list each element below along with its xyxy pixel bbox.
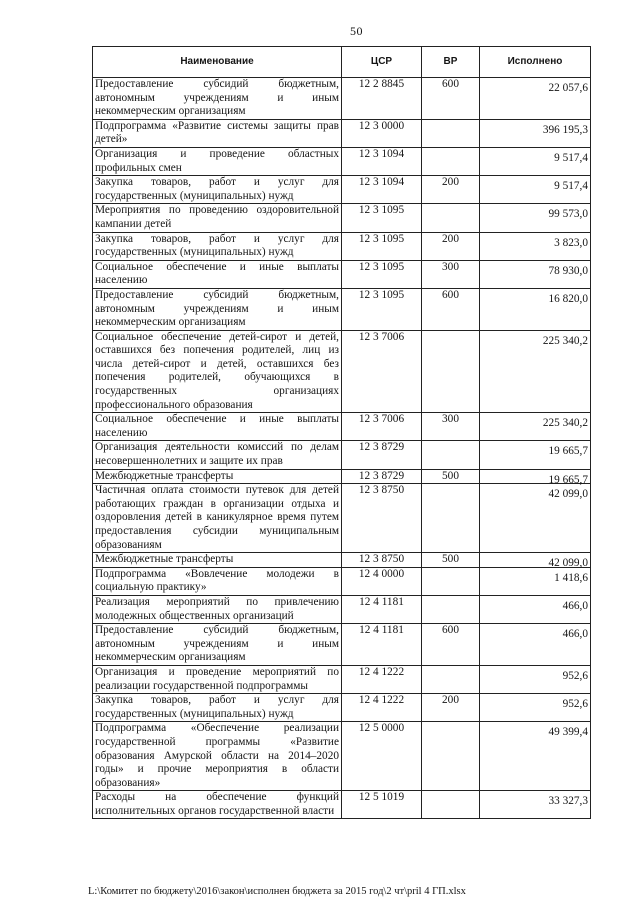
row-vr-cell [422, 204, 480, 232]
row-executed-cell [480, 694, 591, 722]
table-row [93, 553, 591, 568]
row-executed-cell [480, 553, 591, 568]
executed-value: 42 099,0 [548, 557, 588, 570]
row-vr-cell: 500 [422, 553, 480, 568]
executed-value: 33 327,3 [548, 795, 588, 808]
row-name-cell: Мероприятия по проведению оздоровительной кампании детей [93, 204, 342, 232]
row-csr-cell: 12 4 0000 [342, 567, 422, 595]
row-vr-cell: 500 [422, 469, 480, 484]
row-name-cell: Предоставление субсидий бюджетным, автономным учреждениям и иным некоммерческим организациям [93, 624, 342, 666]
row-vr-cell [422, 567, 480, 595]
row-name-cell: Социальное обеспечение детей-сирот и детей, оставшихся без попечения родителей, лиц из числа детей-сирот и детей, оставшихся без попечения родителей, обучающихся в государственных организациях профессионального образования [93, 330, 342, 413]
row-csr-cell: 12 3 1095 [342, 204, 422, 232]
table-row [93, 147, 591, 175]
row-vr-cell: 600 [422, 624, 480, 666]
row-vr-cell: 200 [422, 694, 480, 722]
row-executed-cell [480, 78, 591, 120]
row-executed-cell [480, 119, 591, 147]
executed-value: 99 573,0 [548, 208, 588, 221]
row-csr-cell: 12 3 1094 [342, 147, 422, 175]
executed-value: 225 340,2 [542, 334, 588, 347]
row-csr-cell: 12 3 8729 [342, 441, 422, 469]
row-csr-cell: 12 2 8845 [342, 78, 422, 120]
row-vr-cell: 600 [422, 288, 480, 330]
budget-execution-table [92, 46, 591, 819]
row-vr-cell: 300 [422, 260, 480, 288]
row-csr-cell: 12 3 7006 [342, 413, 422, 441]
table-row [93, 469, 591, 484]
header-csr: ЦСР [342, 47, 422, 78]
executed-value: 225 340,2 [542, 417, 588, 430]
file-path-footer: L:\Комитет по бюджету\2016\закон\исполнен бюджета за 2015 год\2 чт\pril 4 ГП.xlsx [88, 886, 466, 897]
row-name-cell: Организация и проведение мероприятий по реализации государственной подпрограммы [93, 665, 342, 693]
row-vr-cell: 200 [422, 232, 480, 260]
row-executed-cell [480, 441, 591, 469]
table-row [93, 78, 591, 120]
row-executed-cell [480, 176, 591, 204]
row-vr-cell: 600 [422, 78, 480, 120]
executed-value: 3 823,0 [554, 236, 588, 249]
row-name-cell: Межбюджетные трансферты [93, 553, 342, 568]
row-csr-cell: 12 3 1094 [342, 176, 422, 204]
table-row [93, 441, 591, 469]
row-csr-cell: 12 4 1181 [342, 595, 422, 623]
table-row [93, 567, 591, 595]
row-csr-cell: 12 3 8750 [342, 553, 422, 568]
executed-value: 396 195,3 [542, 123, 588, 136]
row-name-cell: Закупка товаров, работ и услуг для государственных (муниципальных) нужд [93, 232, 342, 260]
row-name-cell: Закупка товаров, работ и услуг для государственных (муниципальных) нужд [93, 176, 342, 204]
row-executed-cell [480, 595, 591, 623]
row-name-cell: Подпрограмма «Обеспечение реализации государственной программы «Развитие образования Амурской области на 2014–2020 годы» и прочие мероприятия в области образования» [93, 722, 342, 791]
row-csr-cell: 12 3 1095 [342, 260, 422, 288]
row-name-cell: Социальное обеспечение и иные выплаты населению [93, 260, 342, 288]
row-vr-cell [422, 147, 480, 175]
table-row [93, 413, 591, 441]
row-csr-cell: 12 4 1222 [342, 694, 422, 722]
row-csr-cell: 12 5 1019 [342, 791, 422, 819]
table-row [93, 694, 591, 722]
row-executed-cell [480, 624, 591, 666]
row-executed-cell [480, 469, 591, 484]
row-csr-cell: 12 3 1095 [342, 288, 422, 330]
row-csr-cell: 12 3 8729 [342, 469, 422, 484]
row-vr-cell [422, 595, 480, 623]
table-row [93, 624, 591, 666]
row-vr-cell [422, 791, 480, 819]
row-vr-cell: 300 [422, 413, 480, 441]
row-executed-cell [480, 260, 591, 288]
executed-value: 952,6 [562, 698, 588, 711]
row-csr-cell: 12 3 0000 [342, 119, 422, 147]
row-csr-cell: 12 3 8750 [342, 484, 422, 553]
executed-value: 1 418,6 [554, 571, 588, 584]
row-name-cell: Расходы на обеспечение функций исполнительных органов государственной власти [93, 791, 342, 819]
row-vr-cell: 200 [422, 176, 480, 204]
row-executed-cell [480, 791, 591, 819]
row-vr-cell [422, 484, 480, 553]
table-row [93, 791, 591, 819]
row-executed-cell [480, 484, 591, 553]
executed-value: 49 399,4 [548, 726, 588, 739]
row-executed-cell [480, 147, 591, 175]
table-header-row [93, 47, 591, 78]
table-row [93, 288, 591, 330]
row-vr-cell [422, 119, 480, 147]
header-executed: Исполнено [480, 47, 591, 78]
header-name: Наименование [93, 47, 342, 78]
row-csr-cell: 12 3 1095 [342, 232, 422, 260]
row-vr-cell [422, 441, 480, 469]
executed-value: 9 517,4 [554, 151, 588, 164]
row-executed-cell [480, 413, 591, 441]
executed-value: 9 517,4 [554, 180, 588, 193]
page-number: 50 [350, 24, 363, 38]
row-executed-cell [480, 330, 591, 413]
row-name-cell: Закупка товаров, работ и услуг для государственных (муниципальных) нужд [93, 694, 342, 722]
row-vr-cell [422, 665, 480, 693]
row-executed-cell [480, 288, 591, 330]
table-row [93, 260, 591, 288]
table-row [93, 665, 591, 693]
row-csr-cell: 12 5 0000 [342, 722, 422, 791]
table-body [93, 78, 591, 819]
row-name-cell: Организация и проведение областных профильных смен [93, 147, 342, 175]
table-row [93, 232, 591, 260]
row-name-cell: Подпрограмма «Развитие системы защиты прав детей» [93, 119, 342, 147]
row-vr-cell [422, 722, 480, 791]
executed-value: 19 665,7 [548, 445, 588, 458]
table-row [93, 204, 591, 232]
row-name-cell: Социальное обеспечение и иные выплаты населению [93, 413, 342, 441]
table-row [93, 722, 591, 791]
table-row [93, 330, 591, 413]
table-row [93, 176, 591, 204]
row-executed-cell [480, 232, 591, 260]
row-csr-cell: 12 4 1222 [342, 665, 422, 693]
row-executed-cell [480, 567, 591, 595]
row-executed-cell [480, 204, 591, 232]
row-name-cell: Подпрограмма «Вовлечение молодежи в социальную практику» [93, 567, 342, 595]
row-name-cell: Межбюджетные трансферты [93, 469, 342, 484]
table-row [93, 595, 591, 623]
row-csr-cell: 12 3 7006 [342, 330, 422, 413]
table-row [93, 119, 591, 147]
executed-value: 466,0 [562, 628, 588, 641]
executed-value: 19 665,7 [548, 473, 588, 486]
row-csr-cell: 12 4 1181 [342, 624, 422, 666]
executed-value: 22 057,6 [548, 82, 588, 94]
row-vr-cell [422, 330, 480, 413]
executed-value: 78 930,0 [548, 264, 588, 277]
executed-value: 466,0 [562, 599, 588, 612]
executed-value: 42 099,0 [548, 488, 588, 501]
row-name-cell: Организация деятельности комиссий по делам несовершеннолетних и защите их прав [93, 441, 342, 469]
row-name-cell: Предоставление субсидий бюджетным, автономным учреждениям и иным некоммерческим организациям [93, 78, 342, 120]
row-name-cell: Предоставление субсидий бюджетным, автономным учреждениям и иным некоммерческим организациям [93, 288, 342, 330]
row-name-cell: Частичная оплата стоимости путевок для детей работающих граждан в организации отдыха и оздоровления детей в каникулярное время путем предоставления субсидии муниципальным образованиям [93, 484, 342, 553]
executed-value: 16 820,0 [548, 292, 588, 305]
row-executed-cell [480, 722, 591, 791]
row-name-cell: Реализация мероприятий по привлечению молодежных общественных организаций [93, 595, 342, 623]
row-executed-cell [480, 665, 591, 693]
executed-value: 952,6 [562, 669, 588, 682]
header-vr: ВР [422, 47, 480, 78]
table-row [93, 484, 591, 553]
